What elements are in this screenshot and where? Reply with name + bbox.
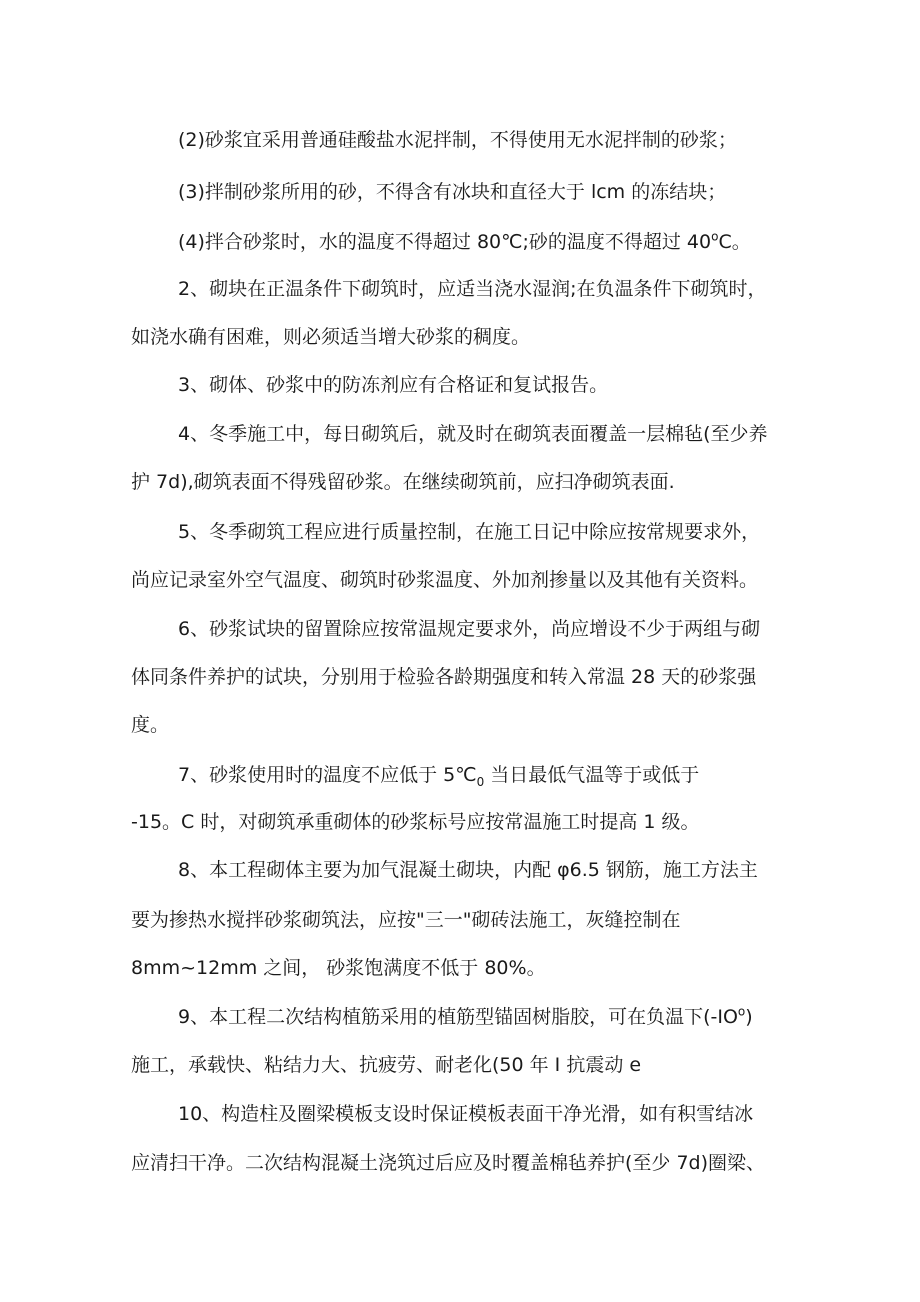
paragraph-line bbox=[0, 180, 920, 204]
paragraph-line bbox=[0, 277, 920, 301]
paragraph-line bbox=[0, 1151, 920, 1175]
paragraph-line bbox=[0, 520, 920, 544]
line-text: 尚应记录室外空气温度、砌筑时砂浆温度、外加剂掺量以及其他有关资料。 bbox=[131, 569, 759, 591]
line-text: 2、砌块在正温条件下砌筑时，应适当浇水湿润;在负温条件下砌筑时， bbox=[178, 278, 767, 300]
line-text: 8mm~12mm 之间， 砂浆饱满度不低于 80%。 bbox=[131, 957, 546, 979]
line-text: 4、冬季施工中，每日砌筑后，就及时在砌筑表面覆盖一层棉毡(至少养 bbox=[178, 423, 768, 445]
line-text: 8、本工程砌体主要为加气混凝土砌块，内配 φ6.5 钢筋，施工方法主 bbox=[178, 859, 758, 881]
paragraph-line bbox=[0, 858, 920, 882]
paragraph-line bbox=[0, 128, 920, 152]
line-text: C。 bbox=[718, 231, 751, 253]
line-text: -15。C 时，对砌筑承重砌体的砂浆标号应按常温施工时提高 1 级。 bbox=[131, 811, 700, 833]
paragraph-line bbox=[0, 230, 920, 254]
line-text: (4)拌合砂浆时，水的温度不得超过 80℃;砂的温度不得超过 40 bbox=[178, 231, 712, 253]
line-text: 3、砌体、砂浆中的防冻剂应有合格证和复试报告。 bbox=[178, 374, 609, 396]
paragraph-line bbox=[0, 617, 920, 641]
paragraph-line bbox=[0, 470, 920, 494]
superscript-o: o bbox=[737, 1004, 746, 1019]
line-text: 如浇水确有困难，则必须适当增大砂浆的稠度。 bbox=[131, 326, 531, 348]
line-text: 7、砂浆使用时的温度不应低于 5℃ bbox=[178, 764, 477, 786]
line-text: 当日最低气温等于或低于 bbox=[484, 764, 700, 786]
line-text: ) bbox=[745, 1006, 753, 1028]
paragraph-line bbox=[0, 908, 920, 932]
line-text: 护 7d),砌筑表面不得残留砂浆。在继续砌筑前，应扫净砌筑表面. bbox=[131, 471, 675, 493]
line-text: 6、砂浆试块的留置除应按常温规定要求外，尚应增设不少于两组与砌 bbox=[178, 618, 761, 640]
line-text: 度。 bbox=[131, 714, 170, 736]
paragraph-line bbox=[0, 713, 920, 737]
paragraph-line bbox=[0, 373, 920, 397]
paragraph-line bbox=[0, 665, 920, 689]
line-text: 要为掺热水搅拌砂浆砌筑法，应按"三一"砌砖法施工，灰缝控制在 bbox=[131, 909, 681, 931]
line-text: 10、构造柱及圈梁模板支设时保证模板表面干净光滑，如有积雪结冰 bbox=[178, 1103, 754, 1125]
line-text: 应清扫干净。二次结构混凝土浇筑过后应及时覆盖棉毡养护(至少 7d)圈梁、 bbox=[131, 1152, 766, 1174]
paragraph-line bbox=[0, 325, 920, 349]
superscript-o: o bbox=[711, 229, 719, 244]
paragraph-line bbox=[0, 1005, 920, 1029]
line-text: (3)拌制砂浆所用的砂，不得含有冰块和直径大于 lcm 的冻结块； bbox=[178, 181, 727, 203]
line-text: 体同条件养护的试块，分别用于检验各龄期强度和转入常温 28 天的砂浆强 bbox=[131, 666, 757, 688]
paragraph-line bbox=[0, 568, 920, 592]
paragraph-line bbox=[0, 763, 920, 787]
paragraph-line bbox=[0, 1102, 920, 1126]
line-text: 5、冬季砌筑工程应进行质量控制，在施工日记中除应按常规要求外， bbox=[178, 521, 761, 543]
line-text: 9、本工程二次结构植筋采用的植筋型锚固树脂胶，可在负温下(-IO bbox=[178, 1006, 738, 1028]
line-text: (2)砂浆宜采用普通硅酸盐水泥拌制，不得使用无水泥拌制的砂浆； bbox=[178, 129, 737, 151]
paragraph-line bbox=[0, 810, 920, 834]
paragraph-line bbox=[0, 422, 920, 446]
paragraph-line bbox=[0, 956, 920, 980]
subscript-0: 0 bbox=[476, 774, 485, 789]
line-text: 施工，承载快、粘结力大、抗疲劳、耐老化(50 年 I 抗震动 e bbox=[131, 1054, 642, 1076]
paragraph-line bbox=[0, 1053, 920, 1077]
